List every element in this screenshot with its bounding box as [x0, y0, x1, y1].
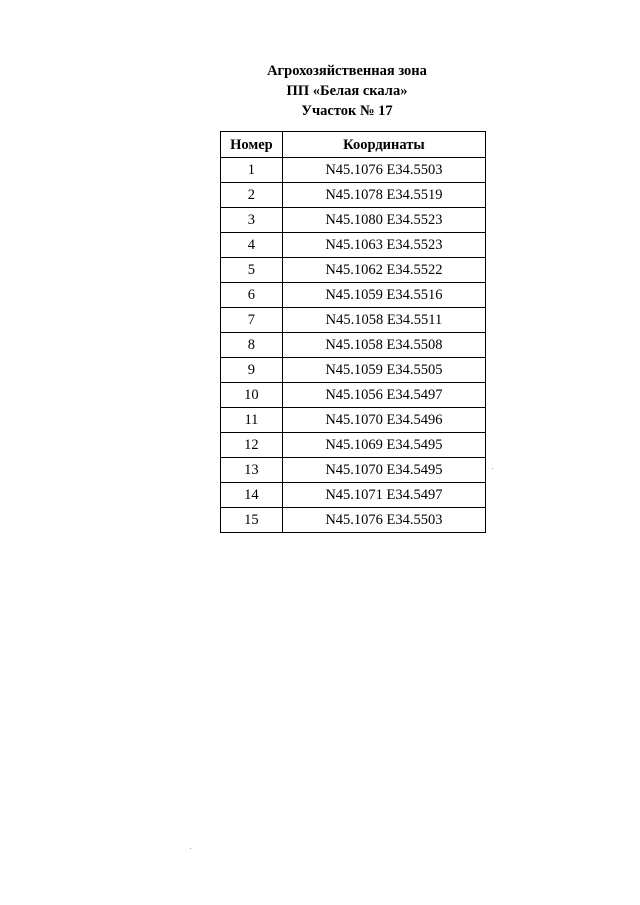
row-number: 10 — [221, 383, 283, 408]
row-coordinates: N45.1078 E34.5519 — [282, 183, 485, 208]
title-plot-number: Участок № 17 — [301, 103, 393, 119]
table-header — [221, 132, 486, 158]
table-row — [221, 183, 486, 208]
row-coordinates: N45.1058 E34.5511 — [282, 308, 485, 333]
row-coordinates: N45.1069 E34.5495 — [282, 433, 485, 458]
table-row — [221, 508, 486, 533]
column-header-coordinates: Координаты — [282, 132, 485, 158]
row-coordinates: N45.1080 E34.5523 — [282, 208, 485, 233]
row-number: 13 — [221, 458, 283, 483]
row-coordinates: N45.1071 E34.5497 — [282, 483, 485, 508]
table-row — [221, 458, 486, 483]
table-row — [221, 308, 486, 333]
coordinates-table — [220, 131, 486, 533]
table-row — [221, 233, 486, 258]
row-number: 11 — [221, 408, 283, 433]
document-title — [0, 61, 640, 121]
table-body — [221, 158, 486, 533]
row-coordinates: N45.1059 E34.5516 — [282, 283, 485, 308]
row-coordinates: N45.1076 E34.5503 — [282, 158, 485, 183]
row-number: 4 — [221, 233, 283, 258]
row-coordinates: N45.1070 E34.5495 — [282, 458, 485, 483]
table-header-row — [221, 132, 486, 158]
table-row — [221, 433, 486, 458]
table-row — [221, 283, 486, 308]
row-number: 7 — [221, 308, 283, 333]
table-row — [221, 333, 486, 358]
row-number: 3 — [221, 208, 283, 233]
row-number: 14 — [221, 483, 283, 508]
title-zone: Агрохозяйственная зона — [267, 63, 427, 79]
table-row — [221, 483, 486, 508]
row-number: 6 — [221, 283, 283, 308]
row-coordinates: N45.1063 E34.5523 — [282, 233, 485, 258]
row-coordinates: N45.1070 E34.5496 — [282, 408, 485, 433]
title-site: ПП «Белая скала» — [286, 83, 408, 99]
table-row — [221, 258, 486, 283]
column-header-number: Номер — [221, 132, 283, 158]
table-row — [221, 208, 486, 233]
table-row — [221, 383, 486, 408]
row-number: 8 — [221, 333, 283, 358]
row-number: 9 — [221, 358, 283, 383]
scan-speck — [492, 468, 493, 469]
row-coordinates: N45.1058 E34.5508 — [282, 333, 485, 358]
row-coordinates: N45.1056 E34.5497 — [282, 383, 485, 408]
table-row — [221, 158, 486, 183]
table-row — [221, 358, 486, 383]
table-row — [221, 408, 486, 433]
row-number: 2 — [221, 183, 283, 208]
scan-speck — [190, 848, 191, 849]
row-coordinates: N45.1059 E34.5505 — [282, 358, 485, 383]
row-number: 15 — [221, 508, 283, 533]
row-number: 1 — [221, 158, 283, 183]
row-coordinates: N45.1062 E34.5522 — [282, 258, 485, 283]
row-number: 12 — [221, 433, 283, 458]
row-coordinates: N45.1076 E34.5503 — [282, 508, 485, 533]
row-number: 5 — [221, 258, 283, 283]
